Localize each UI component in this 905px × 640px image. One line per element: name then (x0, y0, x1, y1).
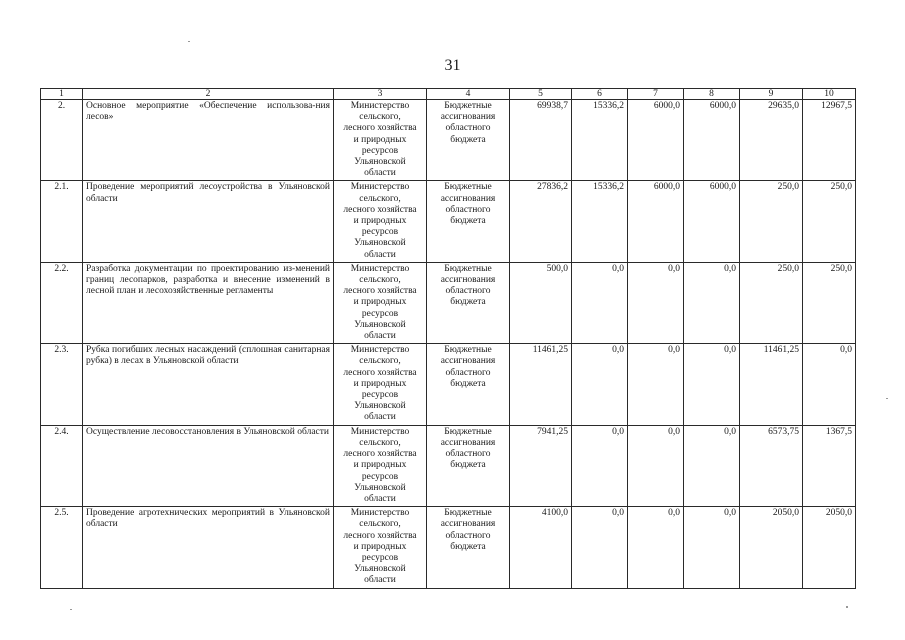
scan-speck (188, 41, 190, 42)
row-number: 2.1. (41, 181, 83, 262)
executor-line: и природных (353, 541, 407, 552)
column-number: 9 (740, 89, 803, 100)
column-number: 10 (803, 89, 856, 100)
executor-line: сельского, (359, 112, 401, 123)
funding-source-line: бюджета (450, 460, 486, 471)
column-number-row (41, 89, 856, 100)
executor-line: Ульяновской (354, 401, 406, 412)
funding-source-line: Бюджетные (444, 508, 492, 519)
executor-line: Министерство (350, 426, 410, 437)
funding-source-line: бюджета (450, 541, 486, 552)
amount-cell: 0,0 (572, 425, 628, 506)
executor-line: области (364, 331, 396, 342)
amount-total: 500,0 (510, 262, 572, 343)
table-row (41, 425, 856, 506)
executor-line: Министерство (350, 101, 410, 111)
executor-line: области (364, 412, 396, 423)
funding-source-line: ассигнования (440, 193, 496, 204)
funding-source-cell (427, 262, 510, 343)
column-number: 6 (572, 89, 628, 100)
funding-source-cell (427, 100, 510, 181)
activity-name: Разработка документации по проектированию из-менений границ лесопарков, разработка и внесение изменений в лесной план и лесохозяйственные регламенты (83, 262, 334, 343)
scan-speck (886, 398, 888, 399)
funding-source-line: областного (445, 286, 491, 297)
executor-line: Министерство (350, 182, 410, 193)
funding-source-line: бюджета (450, 297, 486, 308)
page-number: 31 (444, 57, 461, 74)
executor-line: и природных (353, 216, 407, 227)
table-row (41, 100, 856, 181)
column-number: 4 (427, 89, 510, 100)
executor-line: сельского, (359, 519, 401, 530)
executor-line: сельского, (359, 275, 401, 286)
table-row (41, 262, 856, 343)
executor-line: Ульяновской (354, 319, 406, 330)
amount-cell: 29635,0 (740, 100, 803, 181)
amount-cell: 15336,2 (572, 100, 628, 181)
amount-cell: 12967,5 (803, 100, 856, 181)
amount-cell: 0,0 (803, 344, 856, 425)
table-row (41, 507, 856, 588)
amount-cell: 15336,2 (572, 181, 628, 262)
funding-source-line: областного (445, 449, 491, 460)
executor-line: лесного хозяйства (343, 449, 417, 460)
column-number: 7 (628, 89, 684, 100)
funding-source-line: ассигнования (440, 437, 496, 448)
amount-cell: 0,0 (684, 507, 740, 588)
executor-line: области (364, 249, 396, 260)
column-number: 8 (684, 89, 740, 100)
funding-source-line: ассигнования (440, 112, 496, 123)
executor-line: Ульяновской (354, 157, 406, 168)
activity-name: Проведение мероприятий лесоустройства в Ульяновской области (83, 181, 334, 262)
amount-cell: 0,0 (628, 507, 684, 588)
amount-cell: 0,0 (684, 425, 740, 506)
amount-cell: 0,0 (572, 344, 628, 425)
funding-source-line: ассигнования (440, 519, 496, 530)
executor-line: лесного хозяйства (343, 204, 417, 215)
amount-cell: 1367,5 (803, 425, 856, 506)
amount-total: 7941,25 (510, 425, 572, 506)
amount-cell: 0,0 (684, 262, 740, 343)
scan-speck (846, 606, 848, 608)
row-number: 2.2. (41, 262, 83, 343)
funding-source-line: ассигнования (440, 275, 496, 286)
executor-line: сельского, (359, 437, 401, 448)
executor-line: сельского, (359, 356, 401, 367)
executor-line: и природных (353, 134, 407, 145)
executor-line: ресурсов (361, 471, 399, 482)
amount-cell: 0,0 (572, 507, 628, 588)
amount-total: 69938,7 (510, 100, 572, 181)
funding-source-line: Бюджетные (444, 263, 492, 274)
executor-line: сельского, (359, 193, 401, 204)
executor-line: Министерство (350, 345, 410, 356)
executor-line: ресурсов (361, 308, 399, 319)
amount-cell: 250,0 (740, 262, 803, 343)
amount-cell: 11461,25 (740, 344, 803, 425)
executor-line: области (364, 168, 396, 179)
amount-cell: 0,0 (628, 425, 684, 506)
activity-name: Осуществление лесовосстановления в Ульяновской области (83, 425, 334, 506)
column-number: 5 (510, 89, 572, 100)
executor-line: Министерство (350, 263, 410, 274)
funding-source-line: областного (445, 530, 491, 541)
column-number: 2 (83, 89, 334, 100)
executor-line: ресурсов (361, 145, 399, 156)
amount-cell: 0,0 (628, 344, 684, 425)
executor-line: ресурсов (361, 552, 399, 563)
funding-source-cell (427, 344, 510, 425)
funding-source-cell (427, 181, 510, 262)
executor-line: Ульяновской (354, 564, 406, 575)
executor-line: и природных (353, 378, 407, 389)
table-row (41, 344, 856, 425)
executor-line: Ульяновской (354, 482, 406, 493)
funding-source-line: ассигнования (440, 356, 496, 367)
amount-cell: 250,0 (803, 181, 856, 262)
executor-line: лесного хозяйства (343, 530, 417, 541)
executor-cell (334, 181, 427, 262)
executor-cell (334, 507, 427, 588)
table-row (41, 181, 856, 262)
executor-line: и природных (353, 297, 407, 308)
row-number: 2.3. (41, 344, 83, 425)
executor-cell (334, 100, 427, 181)
executor-line: области (364, 493, 396, 504)
funding-source-line: областного (445, 123, 491, 134)
amount-cell: 250,0 (803, 262, 856, 343)
amount-cell: 6573,75 (740, 425, 803, 506)
executor-line: ресурсов (361, 390, 399, 401)
row-number: 2.4. (41, 425, 83, 506)
funding-source-line: областного (445, 204, 491, 215)
executor-line: лесного хозяйства (343, 286, 417, 297)
activity-name: Рубка погибших лесных насаждений (сплошная санитарная рубка) в лесах в Ульяновской области (83, 344, 334, 425)
amount-cell: 0,0 (628, 262, 684, 343)
activity-name: Основное мероприятие «Обеспечение использова-ния лесов» (83, 100, 334, 181)
amount-total: 27836,2 (510, 181, 572, 262)
amount-cell: 0,0 (572, 262, 628, 343)
amount-cell: 2050,0 (740, 507, 803, 588)
amount-total: 4100,0 (510, 507, 572, 588)
activity-name: Проведение агротехнических мероприятий в Ульяновской области (83, 507, 334, 588)
amount-cell: 6000,0 (628, 181, 684, 262)
funding-source-line: Бюджетные (444, 345, 492, 356)
executor-line: лесного хозяйства (343, 367, 417, 378)
executor-cell (334, 344, 427, 425)
column-number: 3 (334, 89, 427, 100)
executor-line: и природных (353, 460, 407, 471)
funding-source-line: бюджета (450, 378, 486, 389)
funding-source-line: бюджета (450, 216, 486, 227)
executor-line: лесного хозяйства (343, 123, 417, 134)
funding-source-line: областного (445, 367, 491, 378)
executor-line: Министерство (350, 508, 410, 519)
funding-source-cell (427, 425, 510, 506)
amount-cell: 6000,0 (684, 181, 740, 262)
funding-source-line: Бюджетные (444, 426, 492, 437)
funding-source-line: Бюджетные (444, 101, 492, 111)
executor-cell (334, 425, 427, 506)
program-activities-table (40, 88, 856, 589)
scan-speck (70, 609, 72, 610)
amount-cell: 250,0 (740, 181, 803, 262)
funding-source-line: бюджета (450, 134, 486, 145)
funding-source-cell (427, 507, 510, 588)
executor-cell (334, 262, 427, 343)
row-number: 2. (41, 100, 83, 181)
column-number: 1 (41, 89, 83, 100)
executor-line: области (364, 575, 396, 586)
amount-cell: 6000,0 (684, 100, 740, 181)
executor-line: ресурсов (361, 227, 399, 238)
executor-line: Ульяновской (354, 238, 406, 249)
amount-cell: 0,0 (684, 344, 740, 425)
amount-cell: 6000,0 (628, 100, 684, 181)
amount-total: 11461,25 (510, 344, 572, 425)
row-number: 2.5. (41, 507, 83, 588)
funding-source-line: Бюджетные (444, 182, 492, 193)
amount-cell: 2050,0 (803, 507, 856, 588)
